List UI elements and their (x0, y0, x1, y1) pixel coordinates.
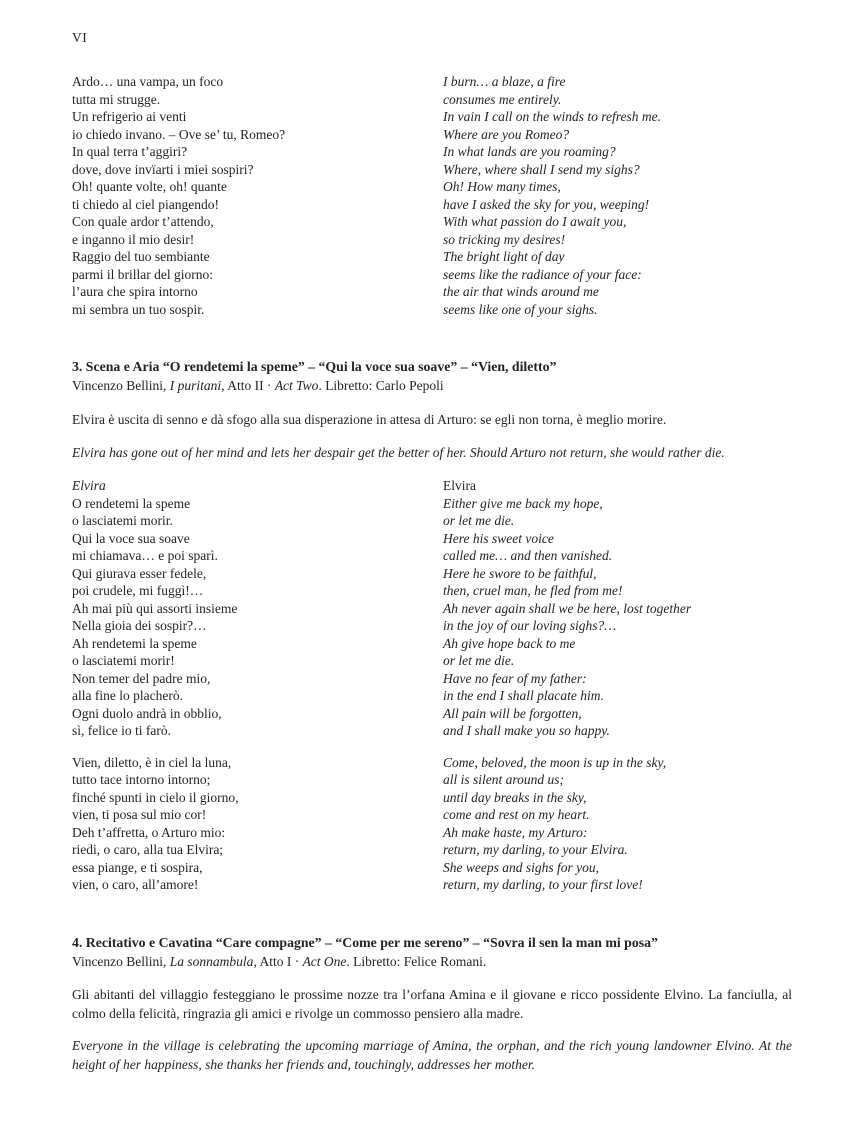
section-4-heading: 4. Recitativo e Cavatina “Care compagne” – “Come per me sereno” – “Sovra il sen la man mi posa” (72, 934, 658, 950)
poem-line: vien, ti posa sul mio cor! (72, 807, 207, 822)
poem-line: sì, felice io ti farò. (72, 723, 171, 738)
poem-line: Non temer del padre mio, (72, 670, 211, 686)
poem-block-aria (72, 477, 792, 740)
poem-line: consumes me entirely. (443, 91, 562, 107)
poem-column-italian (72, 754, 443, 894)
byline-text-segment: , Atto II · (221, 378, 275, 393)
byline-text-segment: Vincenzo Bellini, (72, 953, 170, 969)
poem-line: In qual terra t’aggiri? (72, 144, 188, 159)
poem-line: io chiedo invano. – Ove se’ tu, Romeo? (72, 126, 286, 142)
poem-line: Ah make haste, my Arturo: (443, 824, 588, 840)
poem-line: Have no fear of my father: (443, 670, 587, 686)
poem-line: Where, where shall I send my sighs? (443, 161, 640, 177)
byline-text-segment: Vincenzo Bellini, (72, 378, 170, 393)
section-3-synopsis-english: Elvira has gone out of her mind and lets her despair get the better of her. Should Arturo not return, she would rather die. (72, 445, 725, 460)
poem-line: come and rest on my heart. (443, 807, 590, 822)
section-3-heading: 3. Scena e Aria “O rendetemi la speme” – “Qui la voce sua soave” – “Vien, diletto” (72, 359, 557, 374)
poem-line: in the joy of our loving sighs?… (443, 618, 617, 633)
poem-line: and I shall make you so happy. (443, 723, 610, 738)
poem-line: so tricking my desires! (443, 231, 566, 247)
poem-line: have I asked the sky for you, weeping! (443, 196, 650, 212)
poem-line: all is silent around us; (443, 772, 565, 787)
poem-line: Either give me back my hope, (443, 495, 603, 511)
poem-line: Un refrigerio ai venti (72, 109, 187, 124)
poem-line: seems like one of your sighs. (443, 301, 598, 317)
poem-line: l’aura che spira intorno (72, 284, 198, 299)
byline-text-segment: . Libretto: Felice Romani. (346, 953, 487, 969)
section-4-byline (72, 952, 792, 971)
poem-line: Here he swore to be faithful, (443, 565, 597, 581)
byline-text-segment: , Atto I · (253, 953, 303, 969)
poem-line: Ah mai più qui assorti insieme (72, 600, 238, 616)
poem-block-cabaletta (72, 754, 792, 894)
poem-line: o lasciatemi morir! (72, 653, 175, 668)
poem-line: Oh! quante volte, oh! quante (72, 179, 227, 194)
poem-line: Ogni duolo andrà in obblio, (72, 705, 222, 721)
poem-line: tutto tace intorno intorno; (72, 772, 211, 787)
byline-text-segment: . Libretto: Carlo Pepoli (318, 378, 444, 393)
poem-line: Ah rendetemi la speme (72, 635, 197, 651)
poem-line: essa piange, e ti sospira, (72, 859, 203, 875)
poem-line: return, my darling, to your Elvira. (443, 842, 628, 857)
poem-line: The bright light of day (443, 249, 565, 264)
poem-line: poi crudele, mi fuggì!… (72, 583, 204, 598)
poem-line: called me… and then vanished. (443, 548, 613, 563)
poem-line: I burn… a blaze, a fire (443, 74, 566, 89)
poem-line: Come, beloved, the moon is up in the sky, (443, 754, 667, 770)
poem-line: In what lands are you roaming? (443, 144, 616, 159)
poem-line: mi chiamava… e poi sparì. (72, 548, 218, 563)
poem-line: In vain I call on the winds to refresh me. (443, 109, 661, 124)
poem-line: parmi il brillar del giorno: (72, 266, 213, 282)
poem-line: seems like the radiance of your face: (443, 266, 642, 282)
poem-line: vien, o caro, all’amore! (72, 877, 199, 892)
poem-line: o lasciatemi morir. (72, 513, 173, 528)
work-title-segment: Act Two (274, 378, 319, 393)
poem-line: alla fine lo placherò. (72, 688, 183, 703)
poem-line: Oh! How many times, (443, 179, 561, 194)
speaker-label-italian: Elvira (72, 478, 106, 493)
poem-line: until day breaks in the sky, (443, 789, 587, 805)
poem-line: dove, dove invïarti i miei sospiri? (72, 161, 254, 177)
section-4-synopsis-italian: Gli abitanti del villaggio festeggiano le prossime nozze tra l’orfana Amina e il giovane e ricco possidente Elvino. La fanciulla, al colmo della felicità, ringrazia gli amici e rivolge un commosso pensiero alla madre. (72, 986, 792, 1021)
poem-line: in the end I shall placate him. (443, 688, 604, 703)
speaker-label-english: Elvira (443, 478, 476, 493)
poem-line: the air that winds around me (443, 284, 599, 299)
poem-column-english (443, 73, 792, 318)
poem-line: tutta mi strugge. (72, 91, 161, 107)
poem-line: All pain will be forgotten, (443, 705, 582, 721)
work-title-segment: I puritani (169, 378, 222, 393)
poem-line: e inganno il mio desir! (72, 231, 195, 247)
poem-column-english (443, 477, 792, 740)
poem-lines-italian (72, 495, 443, 740)
poem-line: ti chiedo al ciel piangendo! (72, 196, 219, 212)
page-number: VI (72, 30, 88, 45)
poem-column-italian (72, 477, 443, 740)
poem-line: then, cruel man, he fled from me! (443, 583, 623, 598)
poem-line: She weeps and sighs for you, (443, 859, 599, 875)
poem-line: O rendetemi la speme (72, 495, 191, 511)
poem-lines-english (443, 495, 792, 740)
work-title-segment: Act One (302, 953, 347, 969)
poem-line: Raggio del tuo sembiante (72, 249, 210, 264)
poem-line: Ardo… una vampa, un foco (72, 74, 224, 89)
poem-line: or let me die. (443, 653, 515, 668)
section-4-synopsis-english: Everyone in the village is celebrating the upcoming marriage of Amina, the orphan, and the rich young landowner Elvino. At the height of her happiness, she thanks her friends and, touchingly, addresses her mother. (72, 1037, 792, 1072)
poem-line: finché spunti in cielo il giorno, (72, 789, 239, 805)
poem-line: return, my darling, to your first love! (443, 877, 643, 892)
poem-column-english (443, 754, 792, 894)
poem-line: Where are you Romeo? (443, 126, 570, 142)
poem-line: Nella gioia dei sospir?… (72, 618, 207, 633)
poem-line: Qui giurava esser fedele, (72, 565, 207, 581)
section-3-byline (72, 376, 792, 395)
poem-line: Con quale ardor t’attendo, (72, 214, 214, 229)
section-3-synopsis-italian: Elvira è uscita di senno e dà sfogo alla sua disperazione in attesa di Arturo: se egli non torna, è meglio morire. (72, 412, 667, 427)
poem-line: Ah never again shall we be here, lost together (443, 600, 692, 616)
poem-line: riedi, o caro, alla tua Elvira; (72, 842, 224, 857)
work-title-segment: La sonnambula (169, 953, 254, 969)
poem-line: or let me die. (443, 513, 515, 528)
poem-line: Here his sweet voice (443, 530, 554, 546)
poem-block-continuation (72, 73, 792, 318)
poem-line: Deh t’affretta, o Arturo mio: (72, 824, 226, 840)
poem-line: Vien, diletto, è in ciel la luna, (72, 754, 232, 770)
poem-line: mi sembra un tuo sospir. (72, 301, 205, 317)
poem-column-italian (72, 73, 443, 318)
poem-line: Ah give hope back to me (443, 635, 576, 651)
poem-line: With what passion do I await you, (443, 214, 627, 229)
poem-line: Qui la voce sua soave (72, 530, 190, 546)
